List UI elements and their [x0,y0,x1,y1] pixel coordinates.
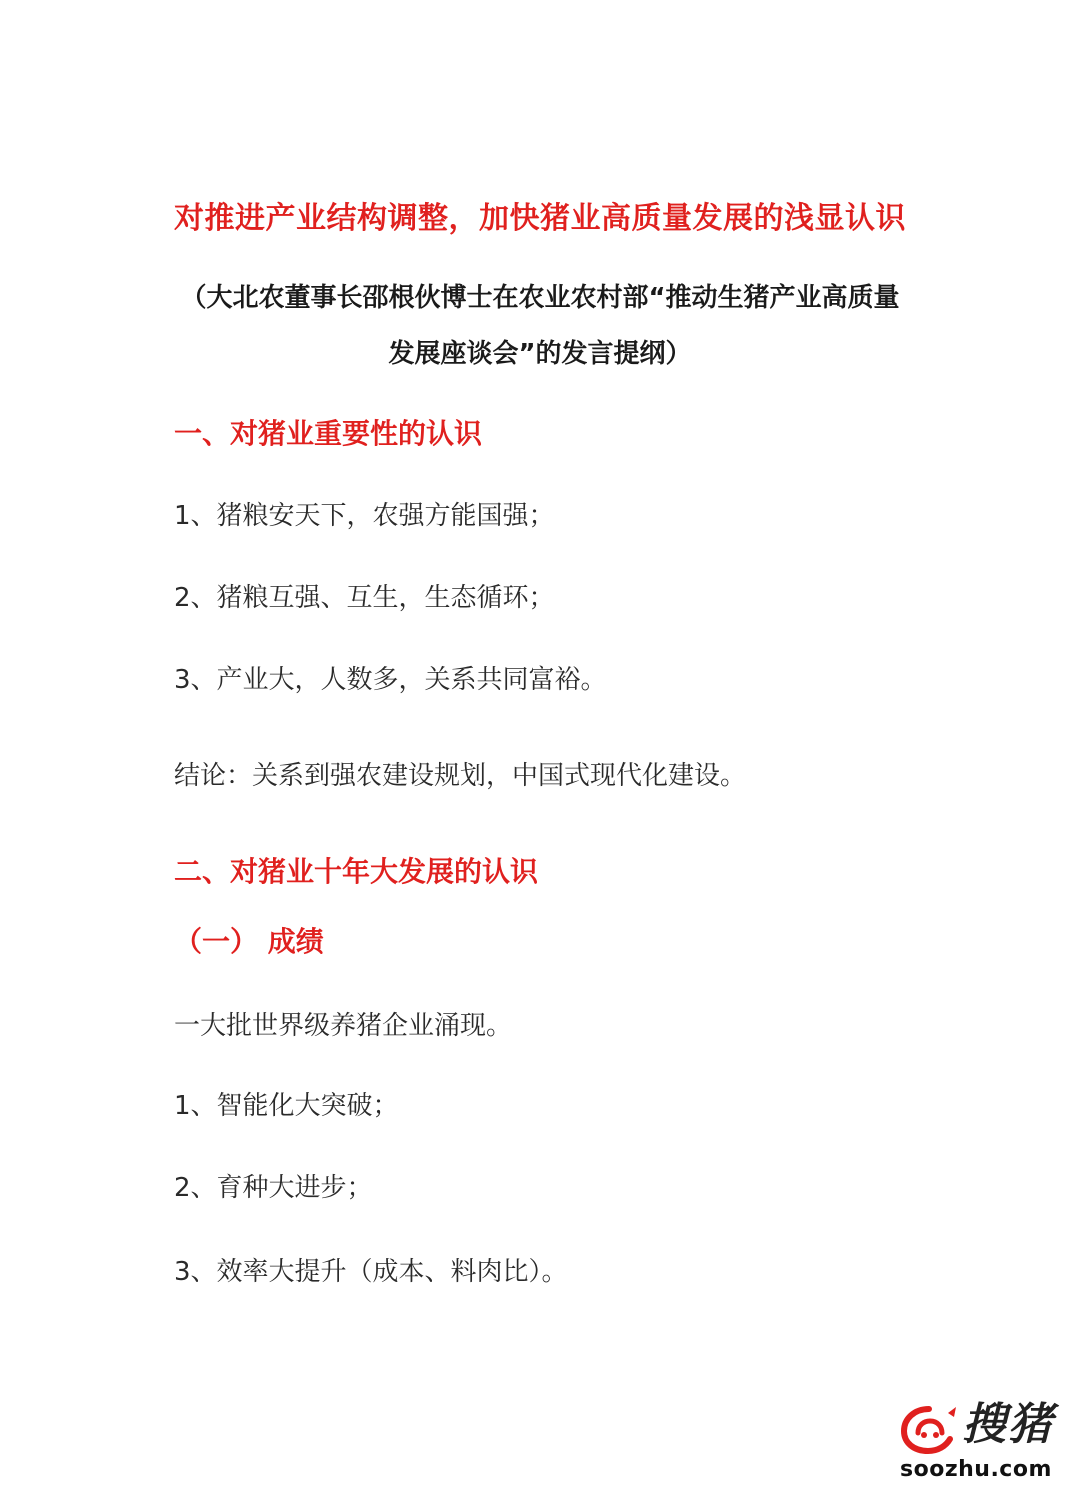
document-title: 对推进产业结构调整，加快猪业高质量发展的浅显认识 [174,201,906,236]
watermark-url: soozhu.com [900,1457,1052,1482]
section-2-item-1: 1、智能化大突破； [174,1091,399,1121]
section-2-item-3: 3、效率大提升（成本、料肉比）。 [174,1257,568,1287]
section-1-item-1: 1、猪粮安天下，农强方能国强； [174,501,555,531]
pig-logo-icon [898,1403,960,1455]
section-1-conclusion: 结论：关系到强农建设规划，中国式现代化建设。 [174,761,747,791]
section-1-heading: 一、对猪业重要性的认识 [174,417,483,450]
section-1-item-3: 3、产业大，人数多，关系共同富裕。 [174,665,607,695]
section-2-intro: 一大批世界级养猪企业涌现。 [174,1011,513,1041]
soozhu-watermark [898,1395,1066,1487]
document-subtitle: （大北农董事长邵根伙博士在农业农村部“推动生猪产业高质量发展座谈会”的发言提纲） [180,283,900,369]
watermark-brand-text: 搜猪 [962,1399,1054,1450]
section-2-sub-1-heading: （一） 成绩 [174,925,324,958]
section-2-heading: 二、对猪业十年大发展的认识 [174,855,539,888]
section-1-item-2: 2、猪粮互强、互生，生态循环； [174,583,555,613]
section-2-item-2: 2、育种大进步； [174,1173,373,1203]
